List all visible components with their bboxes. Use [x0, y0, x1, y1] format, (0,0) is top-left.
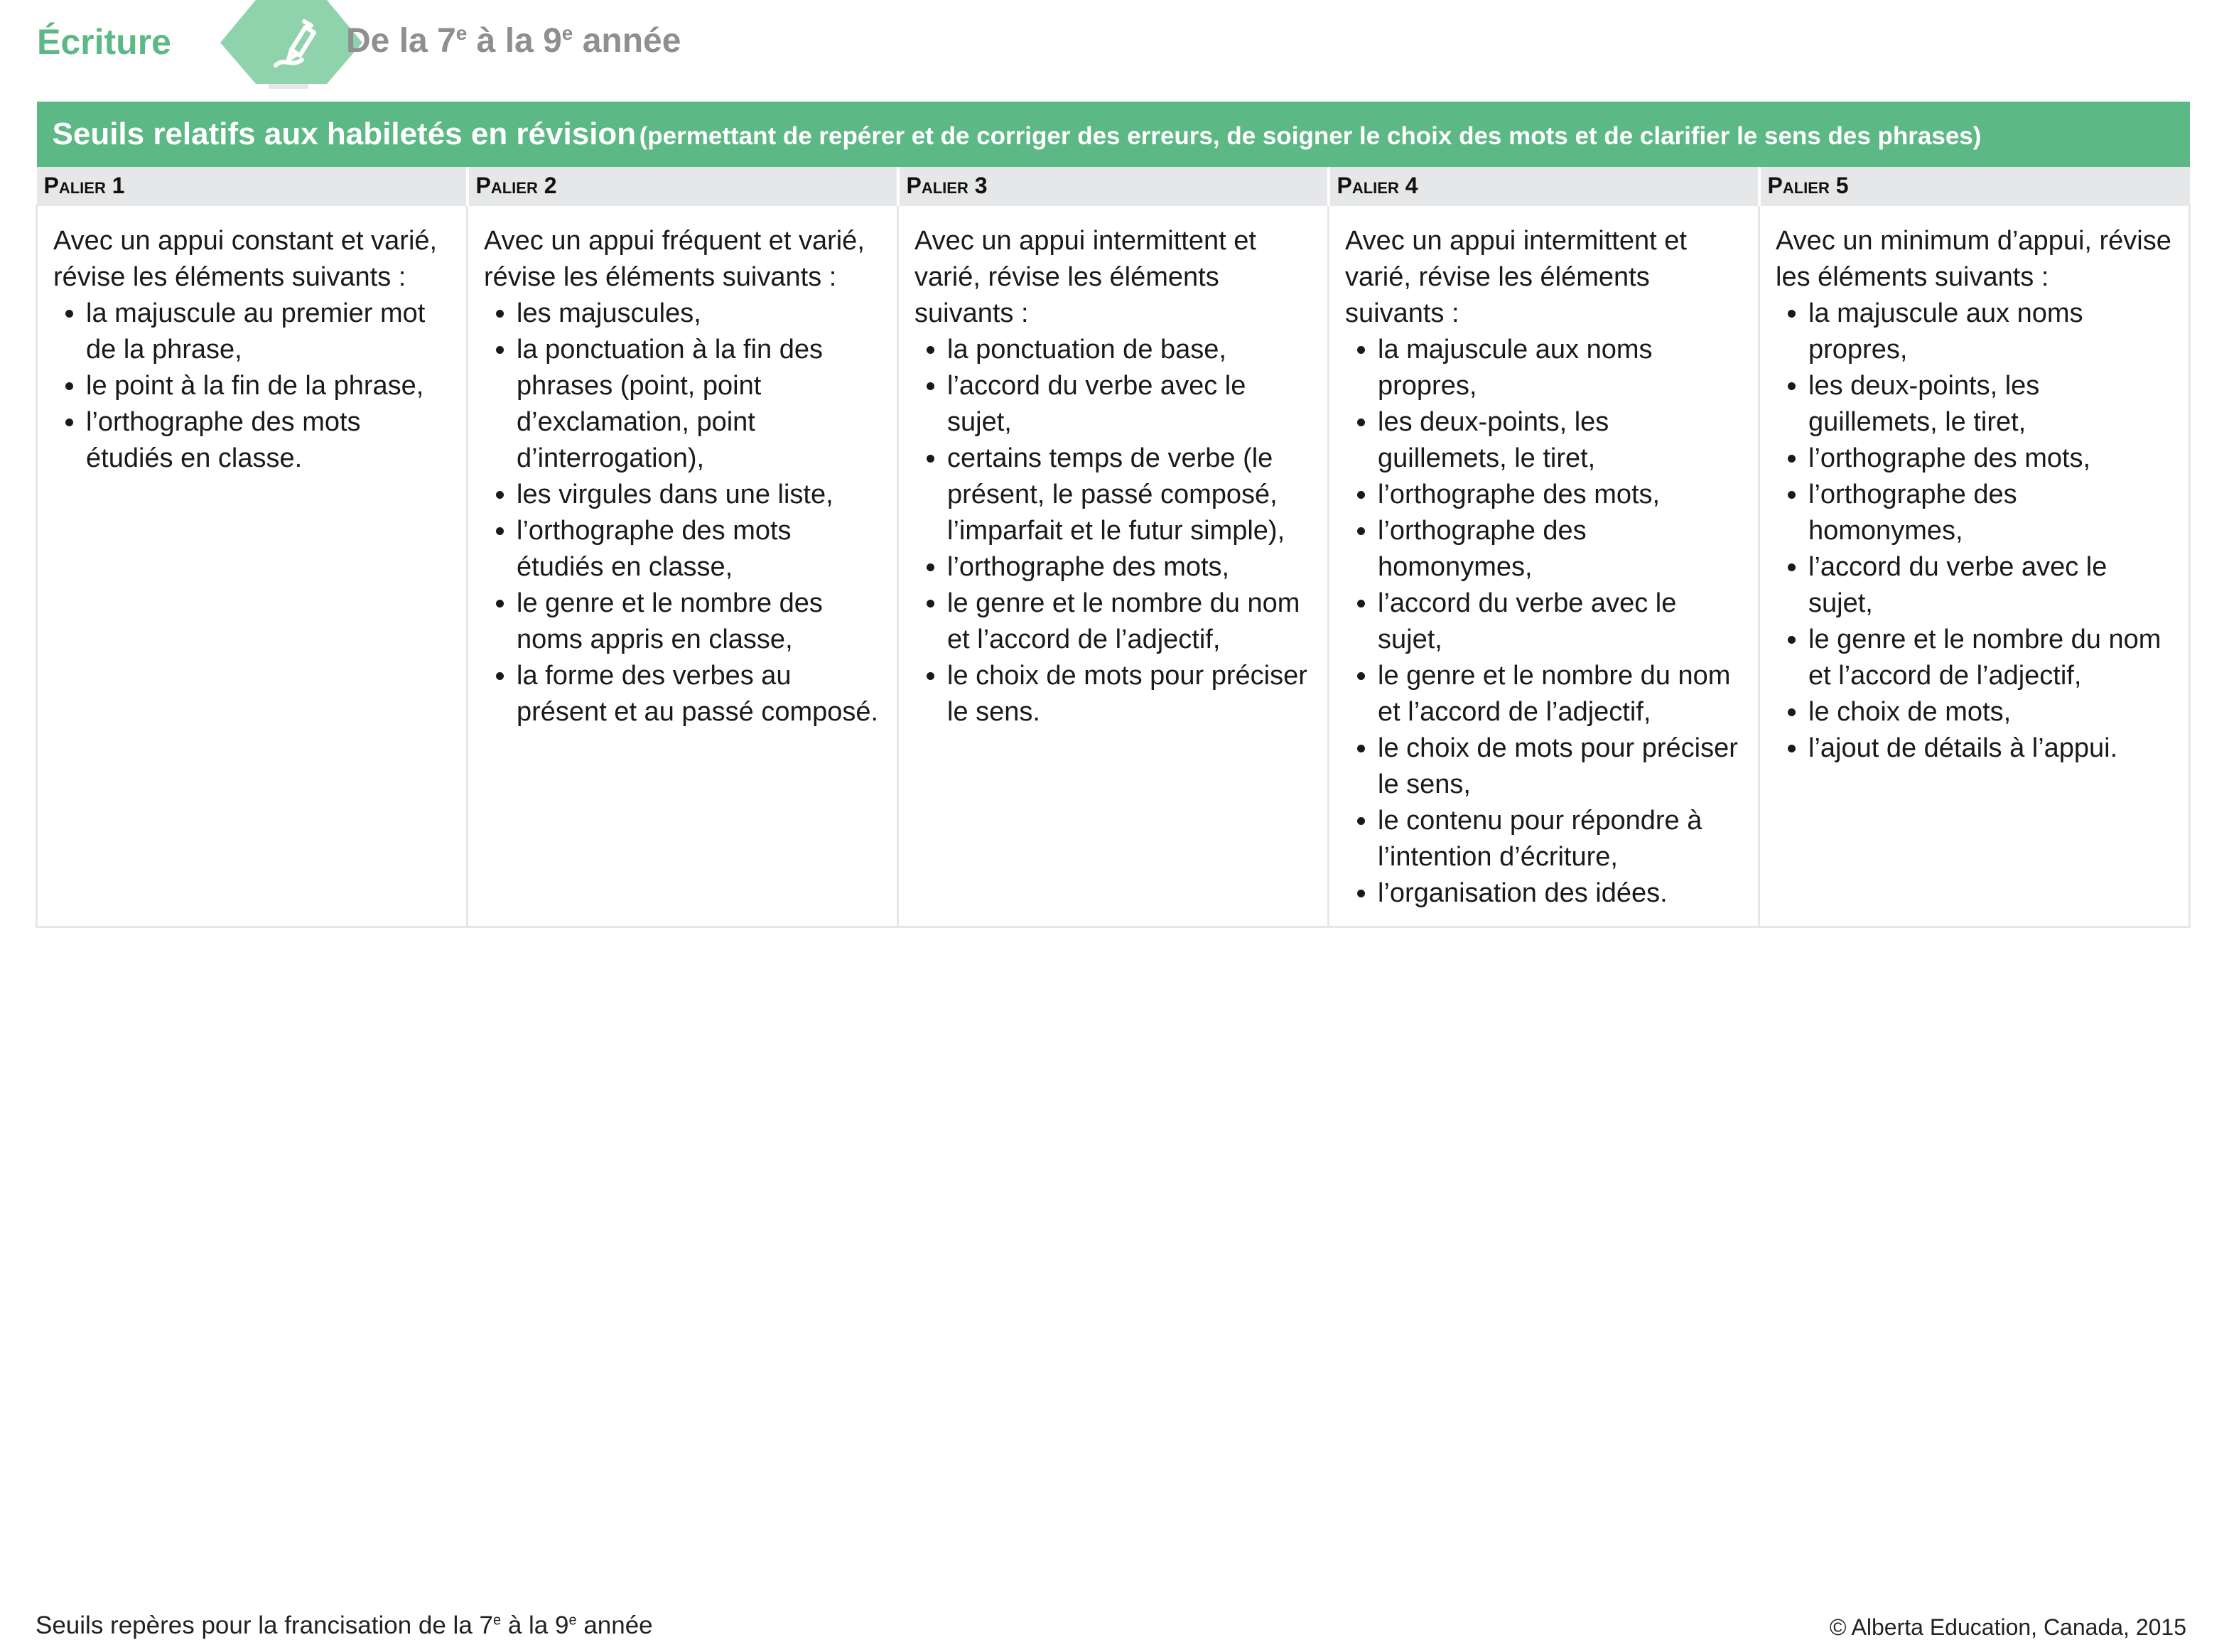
list-item: • l’orthographe des mots étudiés en classe,	[517, 513, 883, 585]
level-intro: Avec un minimum d’appui, révise les éléments suivants :	[1776, 226, 2171, 292]
list-item: • les virgules dans une liste,	[517, 477, 883, 513]
level-intro: Avec un appui constant et varié, révise les éléments suivants :	[53, 226, 438, 292]
level-cell-5	[1759, 205, 2190, 927]
list-item: • le choix de mots pour préciser le sens.	[947, 658, 1313, 730]
thresholds-table	[36, 102, 2191, 928]
list-item: • le genre et le nombre du nom et l’accord de l’adjectif,	[947, 585, 1313, 658]
list-item: • l’accord du verbe avec le sujet,	[1378, 585, 1744, 658]
level-list	[1345, 332, 1744, 912]
list-item: • l’ajout de détails à l’appui.	[1808, 730, 2174, 767]
level-intro: Avec un appui intermittent et varié, révise les éléments suivants :	[1345, 226, 1687, 328]
list-item: • l’organisation des idées.	[1378, 875, 1744, 912]
pen-writing-icon	[185, 0, 369, 89]
list-item: • les majuscules,	[517, 296, 883, 332]
table-title-row	[37, 102, 2190, 167]
list-item: • l’accord du verbe avec le sujet,	[947, 368, 1313, 441]
level-header-1: Palier 1	[37, 167, 468, 205]
grade-range: De la 7e à la 9e année	[346, 22, 681, 60]
subject-title: Écriture	[37, 22, 171, 62]
footer-copyright: © Alberta Education, Canada, 2015	[1829, 1614, 2186, 1640]
list-item: • l’orthographe des homonymes,	[1808, 477, 2174, 549]
level-intro: Avec un appui fréquent et varié, révise les éléments suivants :	[484, 226, 865, 292]
list-item: • l’orthographe des homonymes,	[1378, 513, 1744, 585]
list-item: • l’accord du verbe avec le sujet,	[1808, 549, 2174, 622]
table-title-main: Seuils relatifs aux habiletés en révision	[52, 117, 637, 151]
level-intro: Avec un appui intermittent et varié, révise les éléments suivants :	[914, 226, 1256, 328]
list-item: • l’orthographe des mots,	[947, 549, 1313, 585]
level-list	[53, 296, 452, 477]
level-header-2: Palier 2	[468, 167, 898, 205]
list-item: • le choix de mots,	[1808, 694, 2174, 730]
level-content-row	[37, 205, 2190, 927]
level-cell-3	[898, 205, 1329, 927]
list-item: • la forme des verbes au présent et au passé composé.	[517, 658, 883, 730]
footer-document-title: Seuils repères pour la francisation de la 7e à la 9e année	[36, 1611, 653, 1639]
level-header-4: Palier 4	[1329, 167, 1759, 205]
list-item: • le genre et le nombre des noms appris en classe,	[517, 585, 883, 658]
list-item: • certains temps de verbe (le présent, le passé composé, l’imparfait et le futur simple),	[947, 441, 1313, 549]
list-item: • l’orthographe des mots,	[1808, 441, 2174, 477]
list-item: • la ponctuation à la fin des phrases (point, point d’exclamation, point d’interrogation),	[517, 332, 883, 477]
level-header-row	[37, 167, 2190, 205]
list-item: • les deux-points, les guillemets, le tiret,	[1378, 404, 1744, 477]
list-item: • l’orthographe des mots étudiés en classe.	[86, 404, 452, 477]
level-list	[1776, 296, 2174, 767]
table-title	[37, 102, 2190, 167]
page-header	[36, 0, 1030, 107]
list-item: • le contenu pour répondre à l’intention d’écriture,	[1378, 803, 1744, 875]
table-title-subtitle: (permettant de repérer et de corriger des erreurs, de soigner le choix des mots et de clarifier le sens des phrases)	[639, 122, 1982, 150]
list-item: • le genre et le nombre du nom et l’accord de l’adjectif,	[1808, 622, 2174, 694]
list-item: • l’orthographe des mots,	[1378, 477, 1744, 513]
level-header-3: Palier 3	[898, 167, 1329, 205]
list-item: • la majuscule au premier mot de la phrase,	[86, 296, 452, 368]
list-item: • le choix de mots pour préciser le sens,	[1378, 730, 1744, 803]
list-item: • le point à la fin de la phrase,	[86, 368, 452, 404]
list-item: • la ponctuation de base,	[947, 332, 1313, 368]
level-cell-2	[468, 205, 898, 927]
list-item: • la majuscule aux noms propres,	[1378, 332, 1744, 404]
list-item: • les deux-points, les guillemets, le tiret,	[1808, 368, 2174, 441]
level-list	[484, 296, 883, 730]
level-list	[914, 332, 1313, 730]
level-header-5: Palier 5	[1759, 167, 2190, 205]
list-item: • le genre et le nombre du nom et l’accord de l’adjectif,	[1378, 658, 1744, 730]
level-cell-4	[1329, 205, 1759, 927]
level-cell-1	[37, 205, 468, 927]
list-item: • la majuscule aux noms propres,	[1808, 296, 2174, 368]
